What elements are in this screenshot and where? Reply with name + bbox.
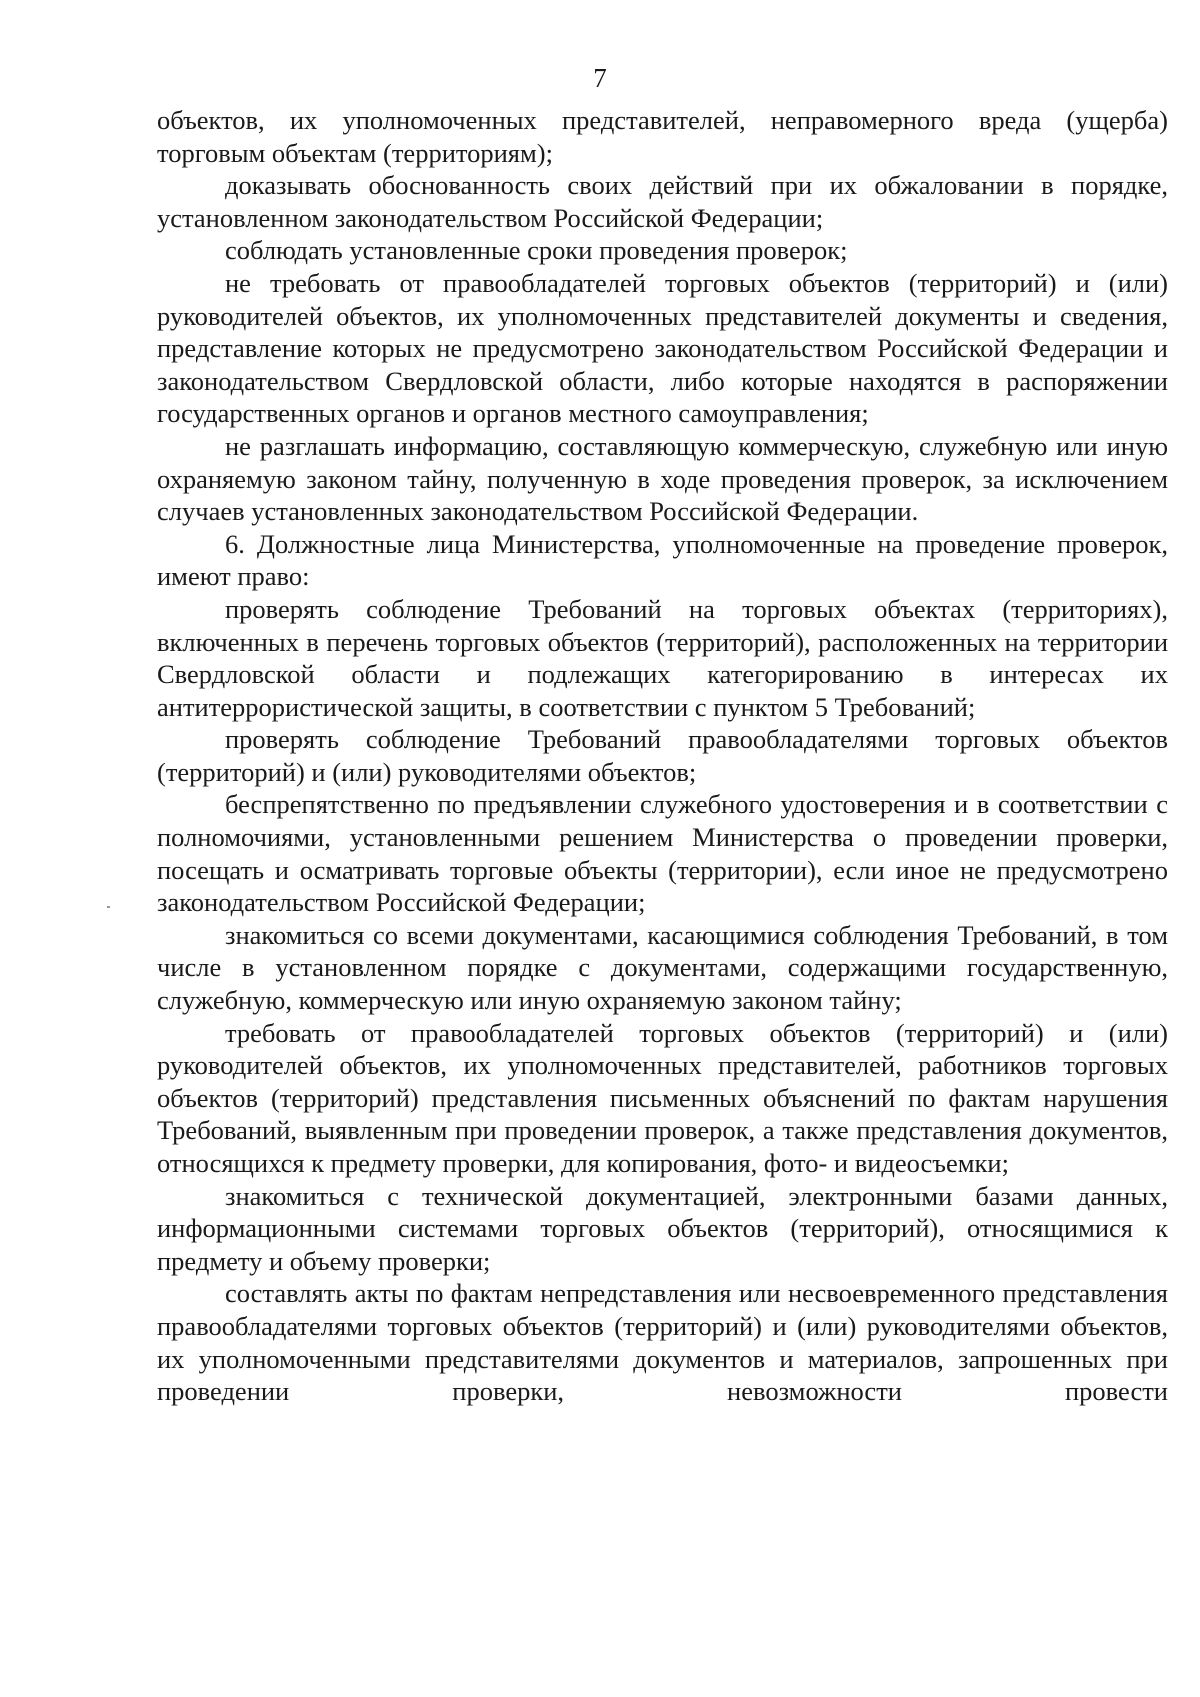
paragraph-right-documents: знакомиться со всеми документами, касающимися соблюдения Требований, в том числе в установленном порядке с документами, содержащими государственную, служебную, коммерческую или иную охраняемую законом тайну; — [157, 919, 1168, 1016]
paragraph-section-6: 6. Должностные лица Министерства, уполномоченные на проведение проверок, имеют право: — [157, 528, 1168, 592]
paragraph-right-technical-docs: знакомиться с технической документацией, электронными базами данных, информационными системами торговых объектов (территорий), относящимися к предмету и объему проверки; — [157, 1180, 1168, 1276]
paragraph-obligation-documents: не требовать от правообладателей торговых объектов (территорий) и (или) руководителей объектов, их уполномоченных представителей документы и сведения, представление которых не предусмотрено законодательством Российской Федерации и законодательством Свердловской области, либо которые находятся в распоряжении государственных органов и органов местного самоуправления; — [157, 267, 1168, 429]
page-number: 7 — [593, 63, 607, 93]
paragraph-right-check-objects: проверять соблюдение Требований на торговых объектах (территориях), включенных в перечень торговых объектов (территорий), расположенных на территории Свердловской области и подлежащих категорированию в интересах их антитеррористической защиты, в соответствии с пунктом 5 Требований; — [157, 593, 1168, 722]
paragraph-right-check-owners: проверять соблюдение Требований правообладателями торговых объектов (территорий) и (или) руководителями объектов; — [157, 724, 1168, 787]
paragraph-obligation-justify: доказывать обоснованность своих действий при их обжаловании в порядке, установленном законодательством Российской Федерации; — [157, 170, 1168, 233]
paragraph-right-acts: составлять акты по фактам непредставления или несвоевременного представления правообладателями торговых объектов (территорий) и (или) руководителями объектов, их уполномоченными представителями документов и материалов, запрошенных при проведении проверки, невозможности провести — [157, 1278, 1168, 1407]
document-body — [157, 104, 1168, 1408]
paragraph-right-visit: беспрепятственно по предъявлении служебного удостоверения и в соответствии с полномочиями, установленными решением Министерства о проведении проверки, посещать и осматривать торговые объекты (территории), если иное не предусмотрено законодательством Российской Федерации; — [157, 789, 1168, 918]
paragraph-continuation: объектов, их уполномоченных представителей, неправомерного вреда (ущерба) торговым объектам (территориям); — [157, 105, 1168, 168]
scan-speck — [107, 906, 110, 908]
paragraph-obligation-deadlines: соблюдать установленные сроки проведения проверок; — [225, 235, 848, 266]
paragraph-obligation-confidentiality: не разглашать информацию, составляющую коммерческую, служебную или иную охраняемую законом тайну, полученную в ходе проведения проверок, за исключением случаев установленных законодательством Российской Федерации. — [157, 430, 1168, 527]
paragraph-right-explanations: требовать от правообладателей торговых объектов (территорий) и (или) руководителей объектов, их уполномоченных представителей, работников торговых объектов (территорий) представления письменных объяснений по фактам нарушения Требований, выявленным при проведении проверок, а также представления документов, относящихся к предмету проверки, для копирования, фото- и видеосъемки; — [157, 1017, 1168, 1178]
